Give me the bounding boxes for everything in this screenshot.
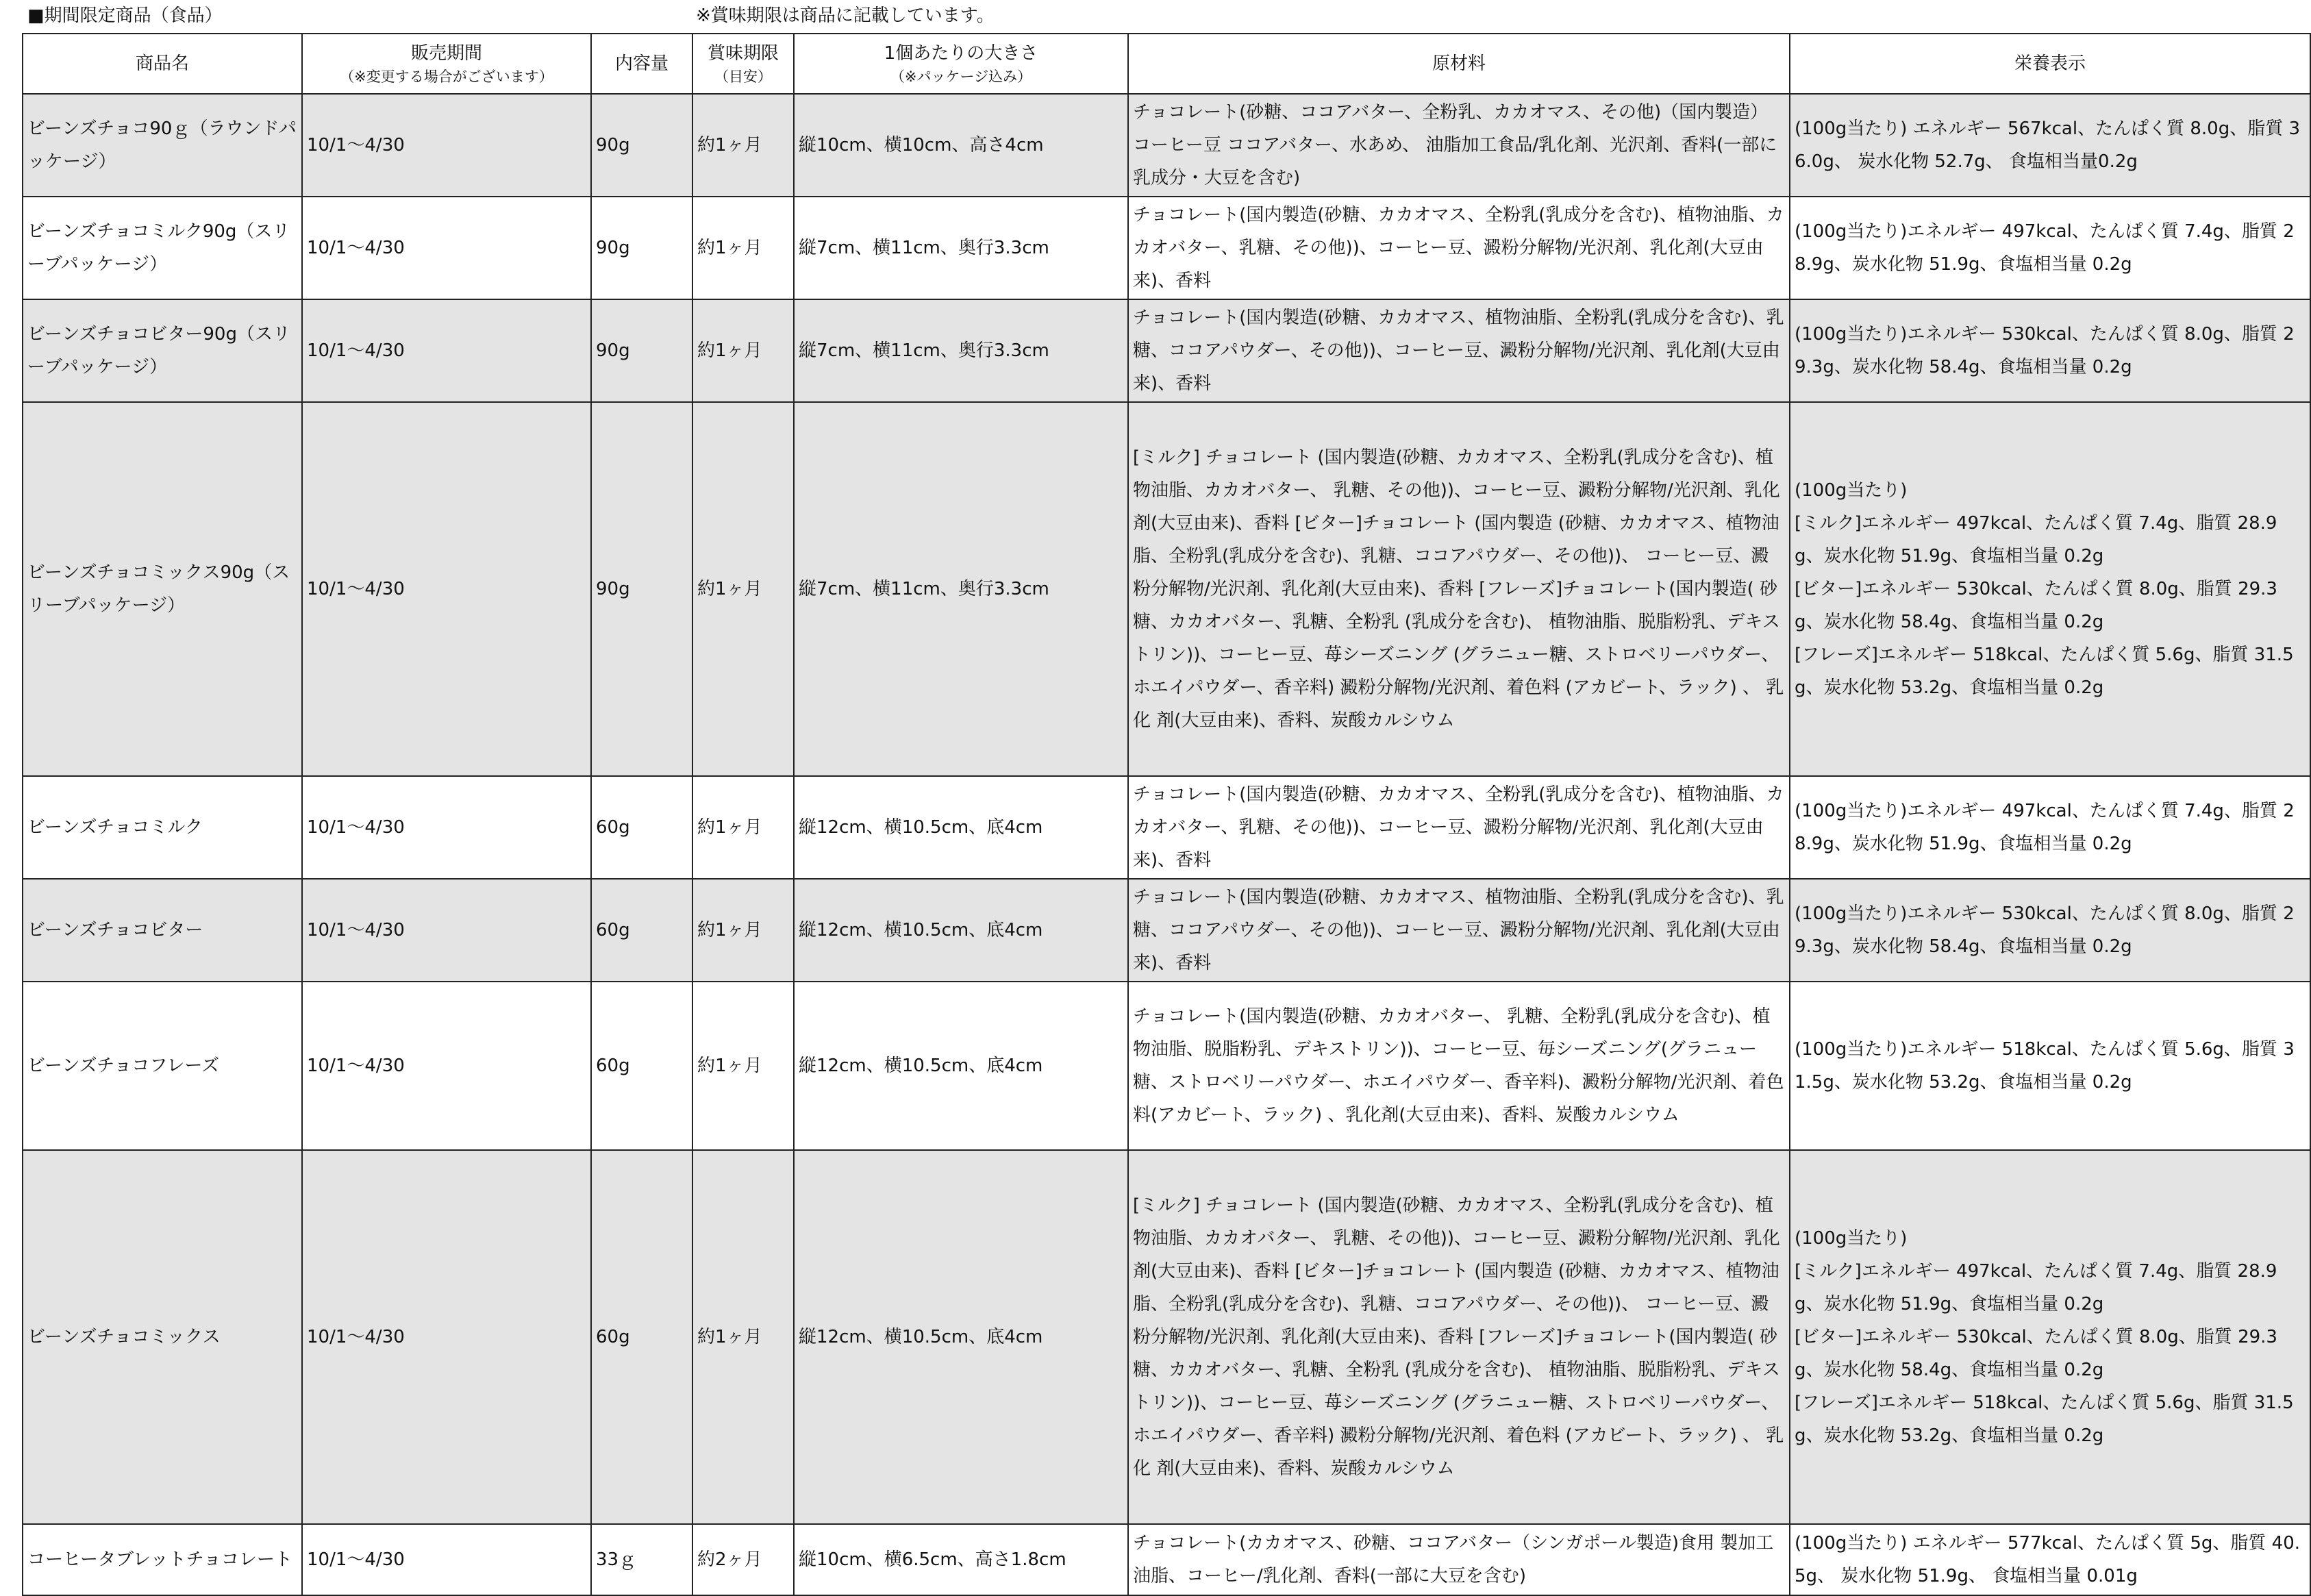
expiry-cell: 約1ヶ月 [692, 197, 794, 299]
sale-period-cell: 10/1～4/30 [302, 1524, 591, 1595]
size-cell: 縦12cm、横10.5cm、底4cm [794, 1150, 1128, 1524]
nutrition-cell [1790, 1150, 2310, 1524]
expiry-cell: 約1ヶ月 [692, 776, 794, 879]
expiry-cell: 約1ヶ月 [692, 879, 794, 982]
size-cell: 縦7cm、横11cm、奥行3.3cm [794, 197, 1128, 299]
size-cell: 縦12cm、横10.5cm、底4cm [794, 879, 1128, 982]
nutrition-line: [フレーズ]エネルギー 518kcal、たんぱく質 5.6g、脂質 31.5g、炭水化物 53.2g、食塩相当量 0.2g [1795, 1393, 2294, 1446]
content-amount-cell: 90g [591, 197, 692, 299]
content-amount-cell: 60g [591, 982, 692, 1150]
column-header-expiry: 賞味期限 （目安） [692, 34, 794, 94]
nutrition-line: [ミルク]エネルギー 497kcal、たんぱく質 7.4g、脂質 28.9g、炭水化物 51.9g、食塩相当量 0.2g [1795, 513, 2277, 566]
sheet-title: ■期間限定商品（食品） [27, 5, 223, 26]
product-name-cell: ビーンズチョコビター90g（スリーブパッケージ） [23, 299, 302, 402]
product-name-cell: ビーンズチョコミックス90g（スリーブパッケージ） [23, 402, 302, 776]
product-name-cell: ビーンズチョコ90ｇ（ラウンドパッケージ） [23, 94, 302, 197]
product-name-cell: ビーンズチョコビター [23, 879, 302, 982]
sale-period-cell: 10/1～4/30 [302, 1150, 591, 1524]
table-row [23, 776, 2310, 879]
expiry-cell: 約2ヶ月 [692, 1524, 794, 1595]
ingredients-cell: チョコレート(国内製造(砂糖、カカオバター、 乳糖、全粉乳(乳成分を含む)、植物油脂、脱脂粉乳、デキストリン))、コーヒー豆、毎シーズニング(グラニュー糖、ストロベリーパウダー、ホエイパウダー、香辛料)、澱粉分解物/光沢剤、着色料(アカビート、ラック) 、乳化剤(大豆由来)、香料、炭酸カルシウム [1128, 982, 1790, 1150]
nutrition-cell [1790, 776, 2310, 879]
column-header-period: 販売期間 （※変更する場合がございます） [302, 34, 591, 94]
nutrition-line: (100g当たり)エネルギー 530kcal、たんぱく質 8.0g、脂質 29.3g、炭水化物 58.4g、食塩相当量 0.2g [1795, 903, 2295, 957]
table-row [23, 94, 2310, 197]
table-row [23, 1524, 2310, 1595]
ingredients-cell: チョコレート(国内製造(砂糖、カカオマス、植物油脂、全粉乳(乳成分を含む)、乳糖、ココアパウダー、その他))、コーヒー豆、澱粉分解物/光沢剤、乳化剤(大豆由来)、香料 [1128, 299, 1790, 402]
content-amount-cell: 33ｇ [591, 1524, 692, 1595]
product-table [22, 33, 2311, 1596]
table-row [23, 197, 2310, 299]
nutrition-cell [1790, 402, 2310, 776]
sale-period-cell: 10/1～4/30 [302, 299, 591, 402]
nutrition-cell [1790, 879, 2310, 982]
sale-period-cell: 10/1～4/30 [302, 402, 591, 776]
content-amount-cell: 90g [591, 94, 692, 197]
nutrition-cell [1790, 197, 2310, 299]
table-row [23, 982, 2310, 1150]
ingredients-cell: チョコレート(国内製造(砂糖、カカオマス、全粉乳(乳成分を含む)、植物油脂、カカオバター、乳糖、その他))、コーヒー豆、澱粉分解物/光沢剤、乳化剤(大豆由来)、香料 [1128, 776, 1790, 879]
sale-period-cell: 10/1～4/30 [302, 982, 591, 1150]
column-header-nutrition: 栄養表示 [1790, 34, 2310, 94]
nutrition-cell [1790, 1524, 2310, 1595]
size-cell: 縦12cm、横10.5cm、底4cm [794, 982, 1128, 1150]
product-name-cell: ビーンズチョコフレーズ [23, 982, 302, 1150]
ingredients-cell: チョコレート(砂糖、ココアバター、全粉乳、カカオマス、その他)（国内製造）コーヒー豆 ココアバター、水あめ、 油脂加工食品/乳化剤、光沢剤、香料(一部に乳成分・大豆を含む) [1128, 94, 1790, 197]
sale-period-cell: 10/1～4/30 [302, 94, 591, 197]
nutrition-line: (100g当たり) [1795, 1228, 1908, 1249]
size-cell: 縦7cm、横11cm、奥行3.3cm [794, 299, 1128, 402]
content-amount-cell: 60g [591, 776, 692, 879]
nutrition-line: [ビター]エネルギー 530kcal、たんぱく質 8.0g、脂質 29.3g、炭水化物 58.4g、食塩相当量 0.2g [1795, 579, 2277, 632]
column-header-name: 商品名 [23, 34, 302, 94]
sale-period-cell: 10/1～4/30 [302, 879, 591, 982]
table-row [23, 402, 2310, 776]
content-amount-cell: 90g [591, 402, 692, 776]
nutrition-line: (100g当たり) [1795, 480, 1908, 501]
ingredients-cell: チョコレート(国内製造(砂糖、カカオマス、全粉乳(乳成分を含む)、植物油脂、カカオバター、乳糖、その他))、コーヒー豆、澱粉分解物/光沢剤、乳化剤(大豆由来)、香料 [1128, 197, 1790, 299]
content-amount-cell: 60g [591, 1150, 692, 1524]
nutrition-line: [フレーズ]エネルギー 518kcal、たんぱく質 5.6g、脂質 31.5g、炭水化物 53.2g、食塩相当量 0.2g [1795, 645, 2294, 698]
expiry-note: ※賞味期限は商品に記載しています。 [696, 5, 995, 26]
nutrition-line: (100g当たり)エネルギー 530kcal、たんぱく質 8.0g、脂質 29.3g、炭水化物 58.4g、食塩相当量 0.2g [1795, 324, 2295, 377]
table-row [23, 879, 2310, 982]
expiry-cell: 約1ヶ月 [692, 1150, 794, 1524]
nutrition-cell [1790, 299, 2310, 402]
product-name-cell: ビーンズチョコミックス [23, 1150, 302, 1524]
nutrition-line: (100g当たり) エネルギー 577kcal、たんぱく質 5g、脂質 40.5g、 炭水化物 51.9g、 食塩相当量 0.01g [1795, 1533, 2301, 1586]
product-name-cell: ビーンズチョコミルク [23, 776, 302, 879]
nutrition-cell [1790, 94, 2310, 197]
nutrition-line: (100g当たり)エネルギー 497kcal、たんぱく質 7.4g、脂質 28.9g、炭水化物 51.9g、食塩相当量 0.2g [1795, 801, 2295, 854]
ingredients-cell: [ミルク] チョコレート (国内製造(砂糖、カカオマス、全粉乳(乳成分を含む)、植物油脂、カカオバター、 乳糖、その他))、コーヒー豆、澱粉分解物/光沢剤、乳化剤(大豆由来)、香料 [ビター]チョコレート (国内製造 (砂糖、カカオマス、植物油脂、全粉乳(乳成分を含む)、乳糖、ココアパウダー、その他))、 コーヒー豆、澱粉分解物/光沢剤、乳化剤(大豆由来)、香料 [フレーズ]チョコレート(国内製造( 砂糖、カカオバター、乳糖、全粉乳 (乳成分を含む)、 植物油脂、脱脂粉乳、デキストリン))、コーヒー豆、苺シーズニング (グラニュー糖、ストロベリーパウダー、ホエイパウダー、香辛料) 澱粉分解物/光沢剤、着色料 (アカビート、ラック) 、 乳化 剤(大豆由来)、香料、炭酸カルシウム [1128, 1150, 1790, 1524]
nutrition-line: [ミルク]エネルギー 497kcal、たんぱく質 7.4g、脂質 28.9g、炭水化物 51.9g、食塩相当量 0.2g [1795, 1261, 2277, 1314]
product-name-cell: ビーンズチョコミルク90g（スリーブパッケージ） [23, 197, 302, 299]
nutrition-line: (100g当たり)エネルギー 497kcal、たんぱく質 7.4g、脂質 28.9g、炭水化物 51.9g、食塩相当量 0.2g [1795, 221, 2295, 275]
column-header-content: 内容量 [591, 34, 692, 94]
column-header-ingredients: 原材料 [1128, 34, 1790, 94]
nutrition-cell [1790, 982, 2310, 1150]
size-cell: 縦7cm、横11cm、奥行3.3cm [794, 402, 1128, 776]
product-name-cell: コーヒータブレットチョコレート [23, 1524, 302, 1595]
sale-period-cell: 10/1～4/30 [302, 197, 591, 299]
ingredients-cell: チョコレート(カカオマス、砂糖、ココアバター（シンガポール製造)食用 製加工油脂、コーヒー/乳化剤、香料(一部に大豆を含む) [1128, 1524, 1790, 1595]
size-cell: 縦10cm、横6.5cm、高さ1.8cm [794, 1524, 1128, 1595]
column-header-size: 1個あたりの大きさ （※パッケージ込み） [794, 34, 1128, 94]
ingredients-cell: チョコレート(国内製造(砂糖、カカオマス、植物油脂、全粉乳(乳成分を含む)、乳糖、ココアパウダー、その他))、コーヒー豆、澱粉分解物/光沢剤、乳化剤(大豆由来)、香料 [1128, 879, 1790, 982]
expiry-cell: 約1ヶ月 [692, 94, 794, 197]
ingredients-cell: [ミルク] チョコレート (国内製造(砂糖、カカオマス、全粉乳(乳成分を含む)、植物油脂、カカオバター、 乳糖、その他))、コーヒー豆、澱粉分解物/光沢剤、乳化剤(大豆由来)、香料 [ビター]チョコレート (国内製造 (砂糖、カカオマス、植物油脂、全粉乳(乳成分を含む)、乳糖、ココアパウダー、その他))、 コーヒー豆、澱粉分解物/光沢剤、乳化剤(大豆由来)、香料 [フレーズ]チョコレート(国内製造( 砂糖、カカオバター、乳糖、全粉乳 (乳成分を含む)、 植物油脂、脱脂粉乳、デキストリン))、コーヒー豆、苺シーズニング (グラニュー糖、ストロベリーパウダー、ホエイパウダー、香辛料) 澱粉分解物/光沢剤、着色料 (アカビート、ラック) 、 乳化 剤(大豆由来)、香料、炭酸カルシウム [1128, 402, 1790, 776]
expiry-cell: 約1ヶ月 [692, 982, 794, 1150]
expiry-cell: 約1ヶ月 [692, 402, 794, 776]
sale-period-cell: 10/1～4/30 [302, 776, 591, 879]
table-header-row [23, 34, 2310, 94]
table-row [23, 299, 2310, 402]
size-cell: 縦12cm、横10.5cm、底4cm [794, 776, 1128, 879]
nutrition-line: [ビター]エネルギー 530kcal、たんぱく質 8.0g、脂質 29.3g、炭水化物 58.4g、食塩相当量 0.2g [1795, 1327, 2277, 1380]
content-amount-cell: 90g [591, 299, 692, 402]
content-amount-cell: 60g [591, 879, 692, 982]
expiry-cell: 約1ヶ月 [692, 299, 794, 402]
nutrition-line: (100g当たり)エネルギー 518kcal、たんぱく質 5.6g、脂質 31.5g、炭水化物 53.2g、食塩相当量 0.2g [1795, 1039, 2295, 1093]
table-row [23, 1150, 2310, 1524]
nutrition-line: (100g当たり) エネルギー 567kcal、たんぱく質 8.0g、脂質 36.0g、 炭水化物 52.7g、 食塩相当量0.2g [1795, 119, 2301, 172]
size-cell: 縦10cm、横10cm、高さ4cm [794, 94, 1128, 197]
